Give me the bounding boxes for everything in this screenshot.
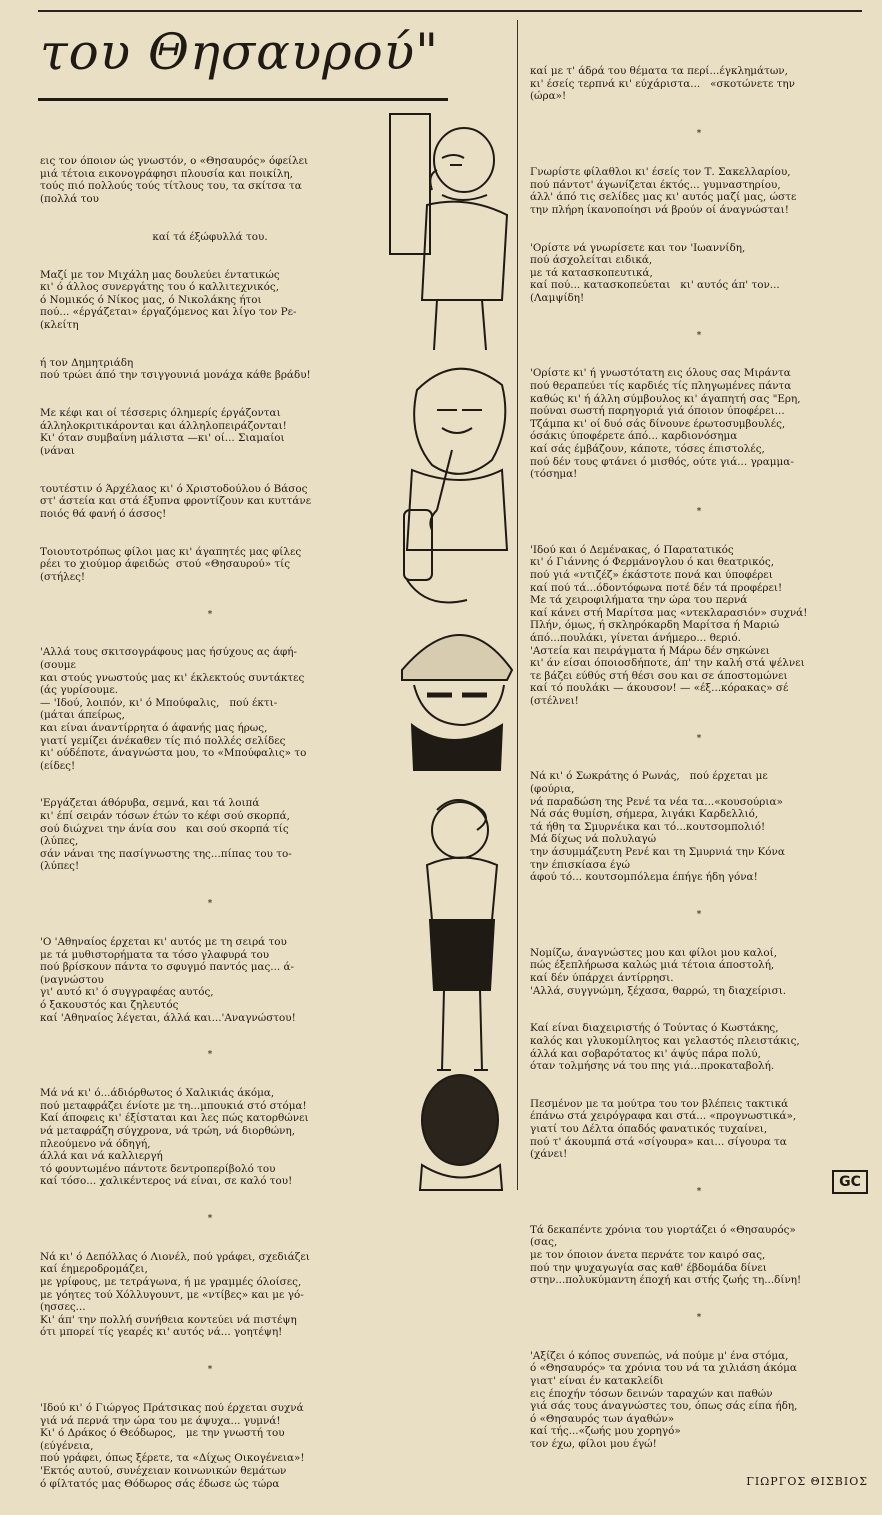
page-title: του Θησαυρού" <box>40 23 440 81</box>
left-paragraph: καί τά έξώφυλλά του. <box>152 230 268 243</box>
top-rule <box>38 10 862 12</box>
column-divider <box>517 20 518 1190</box>
left-paragraph: 'Ο 'Αθηναίος έρχεται κι' αυτός με τη σειρά του με τά μυθιστορήματα τα τόσο γλαφυρά του πού βρίσκουν πάντα το σφυγμό παντός μας... ά- (ναγνώστου γι' αυτό κι' ό συγγραφέας αυτός, ό ξακουστός και ζηλευτός καί 'Αθηναίος λέγεται, άλλά και...'Αναγνώστου! <box>40 936 296 1024</box>
section-separator: * <box>696 506 702 517</box>
section-separator: * <box>207 899 213 910</box>
section-separator: * <box>696 330 702 341</box>
right-paragraph: Νά κι' ό Σωκράτης ό Ρωνάς, πού έρχεται με (φούρια, νά παραδώση της Ρενέ τα νέα τα...«κουσούρια» Νά σάς θυμίση, σήμερα, λιγάκι Καρδελλιό, τά ήθη τα Σμυρνέικα και τό...κουτσομπολιό! Μά δίχως νά πολυλαγώ την άσυμμάζευτη Ρενέ και τη Σμυρνιά την Κόνα την έπισκίασα έγώ άφού τό... κουτσομπόλεμα έπήγε ήδη γόνα! <box>530 770 785 884</box>
section-separator: * <box>696 1312 702 1323</box>
left-paragraph: Τοιουτοτρόπως φίλοι μας κι' άγαπητές μας φίλες ρέει το χιούμορ άφειδώς στού «Θησαυρού» τίς (στήλες! <box>40 545 302 583</box>
left-paragraph: 'Ιδού κι' ό Γιώργος Πράτσικας πού έρχεται συχνά γιά νά περνά την ώρα του με άψυχα... γυμνά! Κι' ό Δράκος ό Θεόδωρος, με την γνωστή του (εύγένεια, πού γράφει, όπως ξέρετε, τα «Δίχως Οικογένεια»! 'Εκτός αυτού, συνέχειαν κοινωνικών θεμάτων ό φίλτατός μας Θόδωρος σάς έδωσε ώς τώρα <box>40 1401 305 1490</box>
caricature-illustration-strip <box>382 110 522 1190</box>
watermark-logo: GC <box>832 1170 868 1194</box>
left-text-column <box>40 130 380 1490</box>
right-text-column <box>530 40 868 1488</box>
left-paragraph: Μά νά κι' ό...άδιόρθωτος ό Χαλικιάς άκόμα, πού μεταφράζει ένίοτε με τη...μπουκιά στό στόμα! Καί άποφεις κι' έξίσταται και λες πώς κατορθώνει νά μεταφράζη σύγχρονα, νά τρώη, νά διορθώνη, πλεούμενο νά όδηγή, άλλά και νά καλλιεργή τό φουντωμένο πάντοτε δεντροπερίβολό του καί τόσο... χαλικέντερος νά είναι, σε καλό του! <box>40 1087 309 1188</box>
left-paragraph: Νά κι' ό Δεπόλλας ό Λιονέλ, πού γράφει, σχεδιάζει καί έημεροδρομάζει, με γρίφους, με τετράγωνα, ή με γραμμές όλοίσες, με γόητες τού Χόλλυγουντ, με «ντίβες» και με γό- (ησσες... Κι' άπ' την πολλή συνήθεια κοντεύει νά πιστέψη ότι μπορεί τίς γεαρές κι' αυτός νά... γοητέψη! <box>40 1250 310 1339</box>
left-paragraph: 'Αλλά τους σκιτσογράφους μας ήσύχους ας άφή- (σουμε και στούς γνωστούς μας κι' έκλεκτούς συντάκτες (άς γυρίσουμε. — 'Ιδού, λοιπόν, κι' ό Μπούφαλις, πού έκτι- (μάται άπείρως, και είναι άναντίρρητα ό άφανής μας ήρως, γιατί γεμίζει άνέκαθεν τίς πιό πολλές σελίδες κι' ούδέποτε, άναγνώστα μου, το «Μπούφαλις» το (είδες! <box>40 646 307 772</box>
right-paragraph: Τά δεκαπέντε χρόνια του γιορτάζει ό «Θησαυρός» (σας, με τον όποιον άνετα περνάτε τον καιρό σας, πού την ψυχαγωγία σας καθ' έβδομάδα δίνει στην...πολυκύμαντη έποχή και στής ζωής τη...δίνη! <box>530 1223 802 1287</box>
left-paragraph: 'Εργάζεται άθόρυβα, σεμνά, και τά λοιπά κι' έπί σειράν τόσων έτών το κέφι σού σκορπά, σού διώχνει την άνία σου και σού σκορπά τίς (λύπες, σάν νάναι της πασίγνωστης της...πίπας του το- (λύπες! <box>40 797 292 873</box>
section-separator: * <box>207 1214 213 1225</box>
right-paragraph: 'Ορίστε νά γνωρίσετε και τον 'Ιωαννίδη, πού άσχολείται ειδικά, με τά κατασκοπευτικά, καί πού... κατασκοπεύεται κι' αυτός άπ' τον... (Λαμψίδη! <box>530 241 780 304</box>
section-separator: * <box>696 1187 702 1198</box>
right-paragraph: 'Ιδού και ό Δεμένακας, ό Παρατατικός κι' ό Γιάννης ό Φερμάνογλου ό και θεατρικός, πού γιά «ντιζέζ» έκάστοτε πονά και ύποφέρει καί πού τά...όδοντόφωνα ποτέ δέν τά προφέρει! Με τά χειροφιλήματα την ώρα του περνά καί κάνει στή Μαρίτσα μας «ντεκλαρασιόν» συχνά! Πλήν, όμως, ή σκληρόκαρδη Μαρίτσα ή Μαριώ άπό...πουλάκι, γίνεται άνήμερο... θεριό. 'Αστεία και πειράγματα ή Μάρω δέν σηκώνει κι' άν είσαι όποιοσδήποτε, άπ' την καλή στά ψέλνει τε βάζει εύθύς στή θέσι σου και σε άποστομώνει καί τό πουλάκι — άκουσον! — «έξ...κόρακας» σέ (στέλνει! <box>530 543 808 707</box>
author-signature: ΓΙΩΡΓΟΣ ΘΙΣΒΙΟΣ <box>746 1474 868 1488</box>
section-separator: * <box>207 1365 213 1376</box>
right-paragraph: 'Αξίζει ό κόπος συνεπώς, νά πούμε μ' ένα στόμα, ό «Θησαυρός» τα χρόνια του νά τα χιλιάση άκόμα γιατ' είναι έν κατακλείδι εις έποχήν τόσων δεινών ταραχών και παθών γιά σάς τους άναγνώστες του, όπως σάς είπα ήδη, ό «Θησαυρός των άγαθών» καί τής...«ζωής μου χορηγό» τον έχω, φίλοι μου έγώ! <box>530 1349 798 1450</box>
right-paragraph: Γνωρίστε φίλαθλοι κι' έσείς τον Τ. Σακελλαρίου, πού πάντοτ' άγωνίζεται έκτός... γυμναστηρίου, άλλ' άπό τις σελίδες μας κι' αυτός μαζί μας, ώστε την πλήρη ίκανοποίησι νά βρούν οί άναγνώσται! <box>530 165 797 216</box>
drawing-board <box>390 114 430 254</box>
section-separator: * <box>696 733 702 744</box>
right-paragraph: καί με τ' άδρά του θέματα τα περί...έγκλημάτων, κι' έσείς τερπνά κι' εύχάριστα... «σκοτώνετε την (ώρα»! <box>530 65 795 103</box>
right-paragraph: Νομίζω, άναγνώστες μου και φίλοι μου καλοί, πώς έξεπλήρωσα καλώς μιά τέτοια άποστολή, καί δέν ύπάρχει άντίρρησι. 'Αλλά, συγγνώμη, ξέχασα, θαρρώ, τη διαχείρισι. <box>530 946 787 997</box>
right-paragraph: Πεσμένον με τα μούτρα του τον βλέπεις τακτικά έπάνω στά χειρόγραφα και στά... «προγνωστικά», γιατί του Δέλτα όπαδός φανατικός τυχαίνει, πού τ' άκουμπά στά «σίγουρα» και... σίγουρα τα (χάνει! <box>530 1097 797 1161</box>
left-paragraph: εις τον όποιον ώς γνωστόν, ο «Θησαυρός» όφείλει μιά τέτοια εικονογράφησι πλουσία και ποικίλη, τούς πιό πολλούς τούς τίτλους του, τα σκίτσα τα (πολλά του <box>40 155 309 205</box>
left-paragraph: Μαζί με τον Μιχάλη μας δουλεύει έντατικώς κι' ό άλλος συνεργάτης του ό καλλιτεχνικός, ό Νομικός ό Νίκος μας, ό Νικολάκης ήτοι πού... «έργάζεται» έργαζόμενος και λίγο τον Ρε- (κλείτη <box>40 268 297 331</box>
section-separator: * <box>207 609 213 620</box>
section-separator: * <box>696 129 702 140</box>
left-paragraph: τουτέστιν ό Άρχέλαος κι' ό Χριστοδούλου ό Βάσος στ' άστεία και στά έξυπνα φροντίζουν και κυττάνε ποιός θά φανή ό άσσος! <box>40 482 312 520</box>
title-underline <box>38 98 448 101</box>
left-paragraph: Με κέφι και οί τέσσερις όλημερίς έργάζονται άλληλοκριτικάρονται και άλληλοπειράζονται! Κι' όταν συμβαίνη μάλιστα —κι' οί... Σιαμαίοι (νάναι <box>40 407 287 457</box>
right-paragraph: Καί είναι διαχειριστής ό Τούντας ό Κωστάκης, καλός και γλυκομίλητος και γελαστός πλειστάκις, άλλά και σοβαρότατος κι' άψύς πάρα πολύ, όταν τολμήσης νά του πης γιά...προκαταβολή. <box>530 1022 800 1073</box>
section-separator: * <box>696 909 702 920</box>
right-paragraph: 'Ορίστε κι' ή γνωστότατη εις όλους σας Μιράντα πού θεραπεύει τίς καρδιές τίς πληγωμένες πάντα καθώς κι' ή άλλη σύμβουλος κι' άγαπητή σας "Ερη, πούναι σωστή παρηγοριά γιά όποιον ύποφέρει... Τζάμπα κι' οί δυό σάς δίνουνε έρωτοσυμβουλές, όσάκις ύποφέρετε άπό... καρδιονόσημα καί σάς έμβάζουν, κάποτε, τόσες έπιστολές, πού δέν τους φτάνει ό μισθός, ούτε γιά... γραμμα- (τόσημα! <box>530 367 801 481</box>
section-separator: * <box>207 1050 213 1061</box>
left-paragraph: ή τον Δημητριάδη πού τρώει άπό την τσιγγουνιά μονάχα κάθε βράδυ! <box>40 356 311 382</box>
